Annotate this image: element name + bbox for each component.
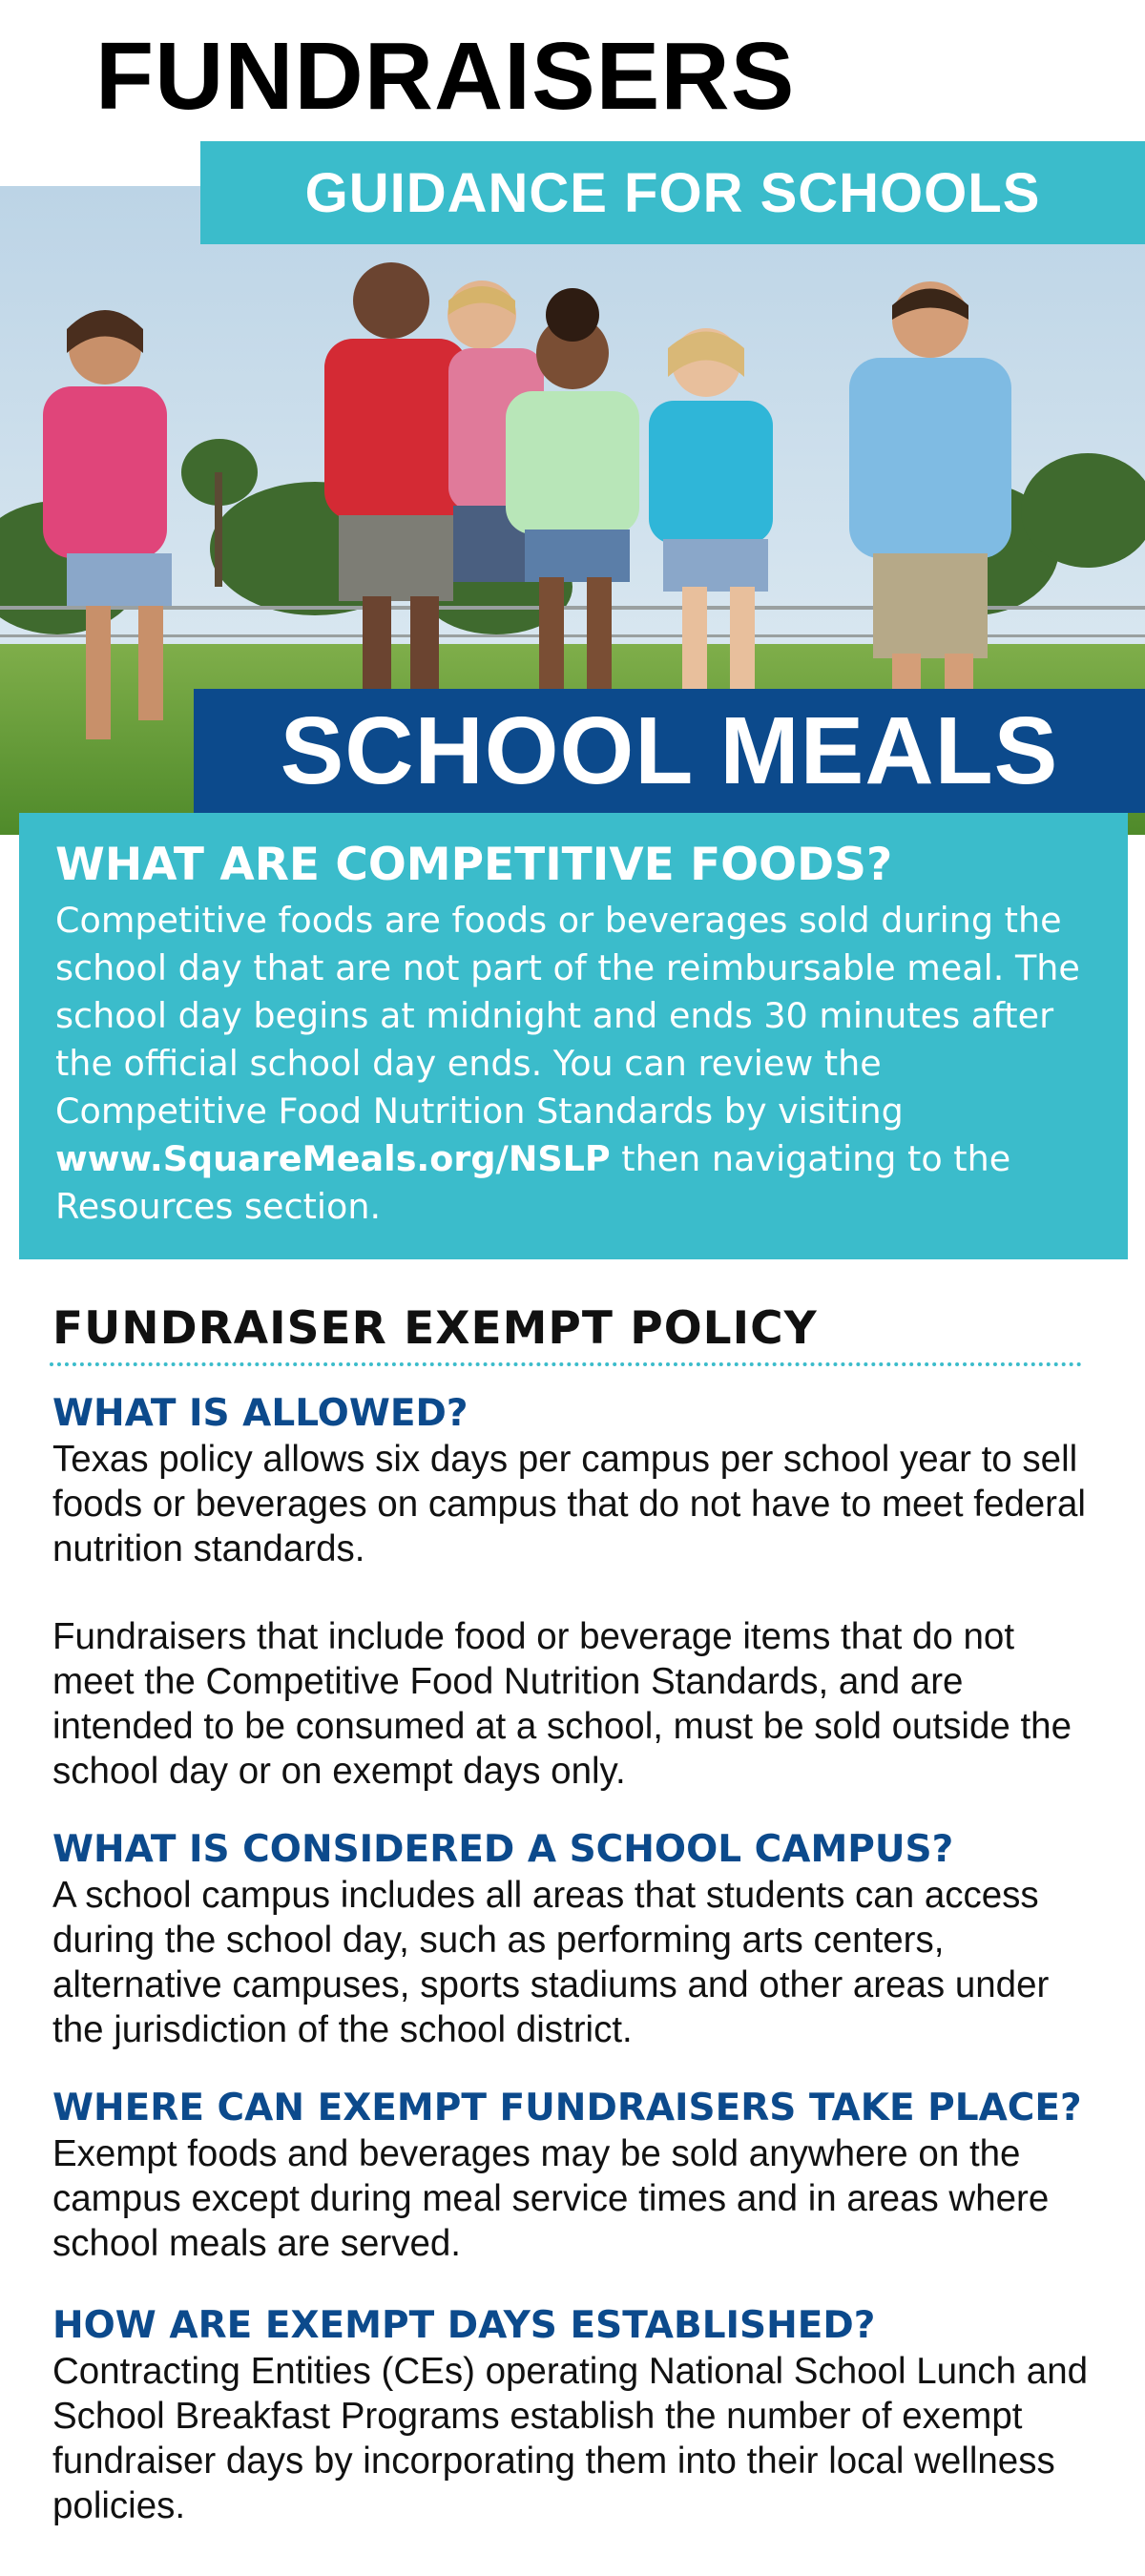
section-paragraph: Fundraisers that include food or beverage items that do not meet the Competitive Food Nutrition Standards, and are intended to be consumed at a school, must be sold outside the school day or on exempt days only. <box>52 1616 1072 1792</box>
section-heading: WHAT IS CONSIDERED A SCHOOL CAMPUS? <box>52 1828 954 1871</box>
subtitle-text: GUIDANCE FOR SCHOOLS <box>304 161 1041 224</box>
section-banner <box>194 689 1145 813</box>
competitive-foods-body <box>55 897 1090 1231</box>
squaremeals-link[interactable]: www.SquareMeals.org/NSLP <box>55 1138 611 1180</box>
policy-title: FUNDRAISER EXEMPT POLICY <box>52 1302 818 1355</box>
section-paragraph: A school campus includes all areas that students can access during the school day, such as performing arts centers, alternative campuses, sports stadiums and other areas under the jurisdiction of the school district. <box>52 1875 1050 2050</box>
section-banner-text: SCHOOL MEALS <box>280 696 1059 804</box>
competitive-foods-box <box>19 813 1128 1259</box>
section-paragraph: Contracting Entities (CEs) operating National School Lunch and School Breakfast Programs establish the number of exempt fundraiser days by incorporating them into their local wellness policies. <box>52 2351 1089 2526</box>
section-exempt-days <box>52 2303 1102 2528</box>
page-title: FUNDRAISERS <box>95 23 796 130</box>
competitive-foods-text: Competitive foods are foods or beverages sold during the school day that are not part of the reimbursable meal. The school day begins at midnight and ends 30 minutes after the official school day ends. You can review the Competitive Food Nutrition Standards by visiting <box>55 900 1080 1132</box>
competitive-foods-heading: WHAT ARE COMPETITIVE FOODS? <box>55 839 893 891</box>
section-divider <box>50 1362 1082 1366</box>
section-what-is-allowed <box>52 1391 1102 1794</box>
section-heading: WHAT IS ALLOWED? <box>52 1392 468 1435</box>
section-paragraph: Texas policy allows six days per campus per school year to sell foods or beverages on campus that do not have to meet federal nutrition standards. <box>52 1439 1086 1569</box>
section-heading: WHERE CAN EXEMPT FUNDRAISERS TAKE PLACE? <box>52 2087 1082 2129</box>
section-paragraph: Exempt foods and beverages may be sold anywhere on the campus except during meal service times and in areas where school meals are served. <box>52 2133 1050 2264</box>
subtitle-banner <box>200 141 1145 244</box>
competitive-foods-text-end: then navigating to the Resources section. <box>55 1138 1011 1228</box>
section-school-campus <box>52 1827 1102 2052</box>
section-where-fundraisers <box>52 2086 1102 2266</box>
section-heading: HOW ARE EXEMPT DAYS ESTABLISHED? <box>52 2304 876 2347</box>
